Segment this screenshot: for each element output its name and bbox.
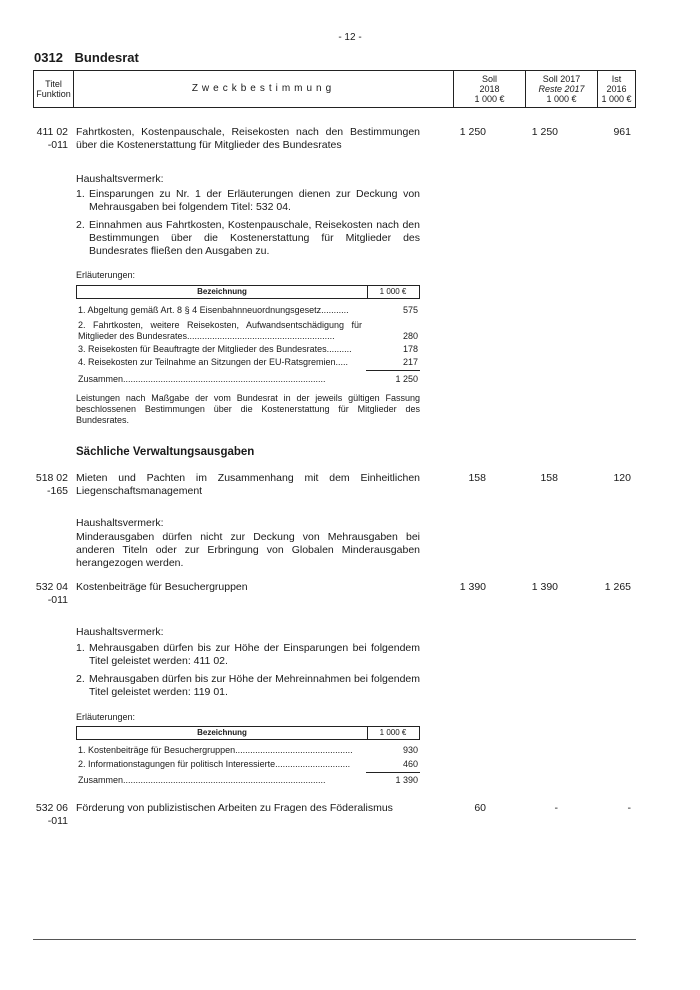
header-titel-funktion	[34, 71, 74, 107]
zweckbestimmung-text: Förderung von publizistischen Arbeiten zu Fragen des Föderalismus	[76, 802, 393, 814]
zweckbestimmung-text: Mieten und Pachten im Zusammenhang mit dem Einheitlichen Liegenschaftsmanagement	[76, 472, 420, 497]
soll-2018-value: 158	[468, 472, 486, 484]
titel-number: 411 02 -011	[36, 126, 68, 151]
vermerk-item: 2. Einnahmen aus Fahrtkosten, Kostenpauschale, Reisekosten nach den Bestimmungen über die Kostenerstattung für Mitglieder des Bundesrates fließen den Ausgaben zu.	[76, 219, 420, 257]
erlaeuterungen-header	[76, 726, 420, 740]
zweckbestimmung-text: Kostenbeiträge für Besuchergruppen	[76, 581, 248, 593]
sum-rule	[366, 772, 420, 773]
titel-number: 532 04 -011	[35, 581, 68, 606]
header-zweckbestimmung-label: Zweckbestimmung	[191, 83, 336, 94]
vermerk-item: 1. Mehrausgaben dürfen bis zur Höhe der Einsparungen bei folgendem Titel geleistet werden: 411 02.	[76, 642, 420, 667]
ist-2016-value: -	[627, 802, 631, 814]
vermerk-text: Minderausgaben dürfen nicht zur Deckung von Mehrausgaben bei anderen Titeln oder zur Erbringung von Globalen Minderausgaben herangezogen werden.	[76, 531, 420, 569]
zweckbestimmung-text: Fahrtkosten, Kostenpauschale, Reisekosten nach den Bestimmungen über die Kostenerstattung für Mitglieder des Bundesrates	[76, 126, 420, 151]
soll-2018-value: 1 250	[459, 126, 486, 138]
header-ist-unit: 1 000 €	[601, 94, 632, 104]
soll-2018-value: 60	[474, 802, 486, 814]
header-titel: Titel	[45, 79, 62, 89]
page-number: - 12 -	[338, 32, 362, 43]
ist-2016-value: 961	[613, 126, 631, 138]
soll-2017-value: 1 250	[531, 126, 558, 138]
header-soll-unit: 1 000 €	[474, 94, 505, 104]
header-soll2017-unit: 1 000 €	[546, 94, 577, 104]
erl-header-unit: 1 000 €	[379, 287, 407, 296]
header-ist-year: 2016	[606, 84, 627, 94]
haushaltsvermerk-label: Haushaltsvermerk:	[76, 517, 164, 529]
vermerk-item: 1. Einsparungen zu Nr. 1 der Erläuterungen dienen zur Deckung von Mehrausgaben bei folgendem Titel: 532 04.	[76, 188, 420, 213]
erlaeuterungen-header	[76, 285, 420, 299]
sum-rule	[366, 370, 420, 371]
haushaltsvermerk-label: Haushaltsvermerk:	[76, 626, 164, 638]
haushaltsvermerk-label: Haushaltsvermerk:	[76, 173, 164, 185]
soll-2017-value: 158	[540, 472, 558, 484]
chapter-title: Bundesrat	[74, 50, 139, 65]
header-reste-label: Reste 2017	[538, 84, 585, 94]
ist-2016-value: 1 265	[604, 581, 631, 593]
erlaeuterungen-note: Leistungen nach Maßgabe der vom Bundesrat in der jeweils gültigen Fassung beschlossenen Bestimmungen über die Kostenerstattung für Mitglieder des Bundesrates.	[76, 393, 420, 425]
chapter-heading	[34, 50, 139, 65]
erlaeuterungen-label: Erläuterungen:	[76, 712, 136, 722]
chapter-number: 0312	[34, 50, 63, 65]
soll-2017-value: 1 390	[531, 581, 558, 593]
vermerk-item: 2. Mehrausgaben dürfen bis zur Höhe der Mehreinnahmen bei folgendem Titel geleistet werden: 119 01.	[76, 673, 420, 698]
header-soll-year: 2018	[479, 84, 500, 94]
titel-number: 518 02 -165	[35, 472, 68, 497]
header-soll2017-label: Soll 2017	[542, 74, 581, 84]
header-soll-2017	[526, 71, 598, 107]
erlaeuterungen-label: Erläuterungen:	[76, 270, 136, 280]
header-soll-label: Soll	[481, 74, 497, 84]
erl-header-unit: 1 000 €	[379, 728, 407, 737]
header-zweckbestimmung	[74, 71, 454, 107]
header-funktion: Funktion	[36, 89, 71, 99]
header-ist-label: Ist	[611, 74, 622, 84]
header-soll-2018	[454, 71, 526, 107]
soll-2017-value: -	[554, 802, 558, 814]
header-ist-2016	[598, 71, 635, 107]
soll-2018-value: 1 390	[459, 581, 486, 593]
erl-header-bezeichnung: Bezeichnung	[77, 286, 368, 298]
table-header	[33, 70, 636, 108]
section-heading: Sächliche Verwaltungsausgaben	[76, 446, 255, 458]
ist-2016-value: 120	[613, 472, 631, 484]
footer-rule	[33, 939, 636, 940]
erl-header-bezeichnung: Bezeichnung	[77, 727, 368, 739]
titel-number: 532 06 -011	[35, 802, 68, 827]
